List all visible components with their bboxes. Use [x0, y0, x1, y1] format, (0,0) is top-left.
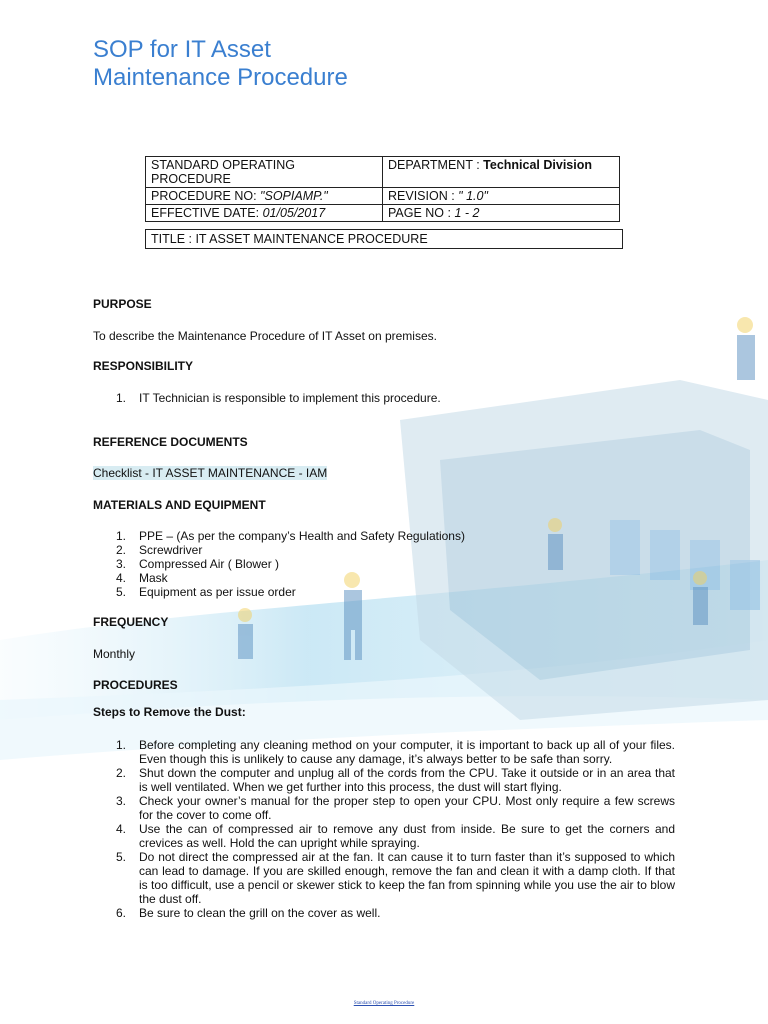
- document-title: [93, 36, 348, 92]
- effective-date-label: EFFECTIVE DATE:: [151, 206, 263, 220]
- list-item-text: Before completing any cleaning method on your computer, it is important to back up all of your files. Even though this is unlikely to cause any damage, it’s always better to be safe than sorry.: [139, 738, 675, 766]
- list-item: [93, 822, 675, 850]
- list-item-text: Use the can of compressed air to remove any dust from inside. Be sure to get the corners and crevices as well. Hold the can upright while spraying.: [139, 822, 675, 850]
- revision-cell: [383, 188, 620, 205]
- footer-link[interactable]: Standard Operating Procedure: [353, 1001, 415, 1006]
- list-item-number: 5.: [116, 850, 127, 864]
- sop-info-table: [145, 156, 620, 222]
- list-item-number: 2.: [116, 543, 127, 557]
- list-item: [93, 557, 465, 571]
- reference-document-highlight: Checklist - IT ASSET MAINTENANCE - IAM: [93, 466, 328, 480]
- list-item-text: Compressed Air ( Blower ): [139, 557, 280, 571]
- list-item-text: PPE – (As per the company’s Health and Safety Regulations): [139, 529, 465, 543]
- standard-operating-procedure-cell: STANDARD OPERATING PROCEDURE: [146, 157, 383, 188]
- responsibility-heading: RESPONSIBILITY: [93, 359, 194, 373]
- list-item: [93, 571, 465, 585]
- revision-label: REVISION :: [388, 189, 459, 203]
- page-no-cell: [383, 205, 620, 222]
- list-item-number: 4.: [116, 822, 127, 836]
- page-no-label: PAGE NO :: [388, 206, 455, 220]
- list-item-number: 1.: [116, 738, 127, 752]
- purpose-text: To describe the Maintenance Procedure of IT Asset on premises.: [93, 329, 437, 343]
- materials-list: [93, 529, 465, 599]
- list-item-text: Shut down the computer and unplug all of the cords from the CPU. Take it outside or in an area that is well ventilated. When we get further into this process, the dust will start flying.: [139, 766, 675, 794]
- list-item: [93, 543, 465, 557]
- steps-list: [93, 738, 675, 920]
- list-item-number: 6.: [116, 906, 127, 920]
- procedure-no-label: PROCEDURE NO:: [151, 189, 261, 203]
- list-item-text: Check your owner’s manual for the proper step to open your CPU. Most only require a few screws for the cover to come off.: [139, 794, 675, 822]
- list-item-number: 1.: [116, 529, 127, 543]
- list-item-number: 3.: [116, 794, 127, 808]
- reference-document-text: [93, 466, 327, 480]
- frequency-heading: FREQUENCY: [93, 615, 169, 629]
- table-row: [146, 157, 620, 188]
- list-item-text: Equipment as per issue order: [139, 585, 296, 599]
- materials-heading: MATERIALS AND EQUIPMENT: [93, 498, 266, 512]
- list-item-number: 1.: [116, 391, 127, 405]
- list-item: [93, 738, 675, 766]
- list-item-number: 3.: [116, 557, 127, 571]
- page-no-value: 1 - 2: [454, 206, 480, 220]
- list-item-text: Screwdriver: [139, 543, 203, 557]
- list-item-text: IT Technician is responsible to implement this procedure.: [139, 391, 441, 405]
- list-item: [93, 529, 465, 543]
- procedure-title-row: TITLE : IT ASSET MAINTENANCE PROCEDURE: [145, 229, 623, 249]
- revision-value: " 1.0": [458, 189, 488, 203]
- list-item: [93, 391, 441, 405]
- document-title-line-2: Maintenance Procedure: [93, 64, 348, 91]
- list-item: [93, 585, 465, 599]
- steps-subheading: Steps to Remove the Dust:: [93, 705, 246, 719]
- list-item-text: Be sure to clean the grill on the cover as well.: [139, 906, 381, 920]
- procedure-no-value: "SOPIAMP.": [260, 189, 328, 203]
- list-item-number: 4.: [116, 571, 127, 585]
- list-item: [93, 794, 675, 822]
- effective-date-cell: [146, 205, 383, 222]
- list-item-number: 5.: [116, 585, 127, 599]
- list-item: [93, 906, 675, 920]
- list-item-text: Do not direct the compressed air at the fan. It can cause it to turn faster than it’s supposed to which can lead to damage. If you are skilled enough, remove the fan and clean it with a damp cloth. If that is too difficult, use a pencil or skewer stick to keep the fan from spinning while you use the air to blow the dust off.: [139, 850, 675, 906]
- department-cell: [383, 157, 620, 188]
- frequency-text: Monthly: [93, 647, 136, 661]
- reference-documents-heading: REFERENCE DOCUMENTS: [93, 435, 248, 449]
- document-title-line-1: SOP for IT Asset: [93, 36, 271, 63]
- list-item: [93, 766, 675, 794]
- table-row: [146, 188, 620, 205]
- purpose-heading: PURPOSE: [93, 297, 152, 311]
- effective-date-value: 01/05/2017: [262, 206, 326, 220]
- department-label: DEPARTMENT :: [388, 158, 484, 172]
- procedures-heading: PROCEDURES: [93, 678, 178, 692]
- procedure-no-cell: [146, 188, 383, 205]
- list-item-number: 2.: [116, 766, 127, 780]
- table-row: [146, 205, 620, 222]
- responsibility-list: [93, 391, 441, 405]
- list-item: [93, 850, 675, 906]
- list-item-text: Mask: [139, 571, 168, 585]
- department-value: Technical Division: [483, 158, 592, 172]
